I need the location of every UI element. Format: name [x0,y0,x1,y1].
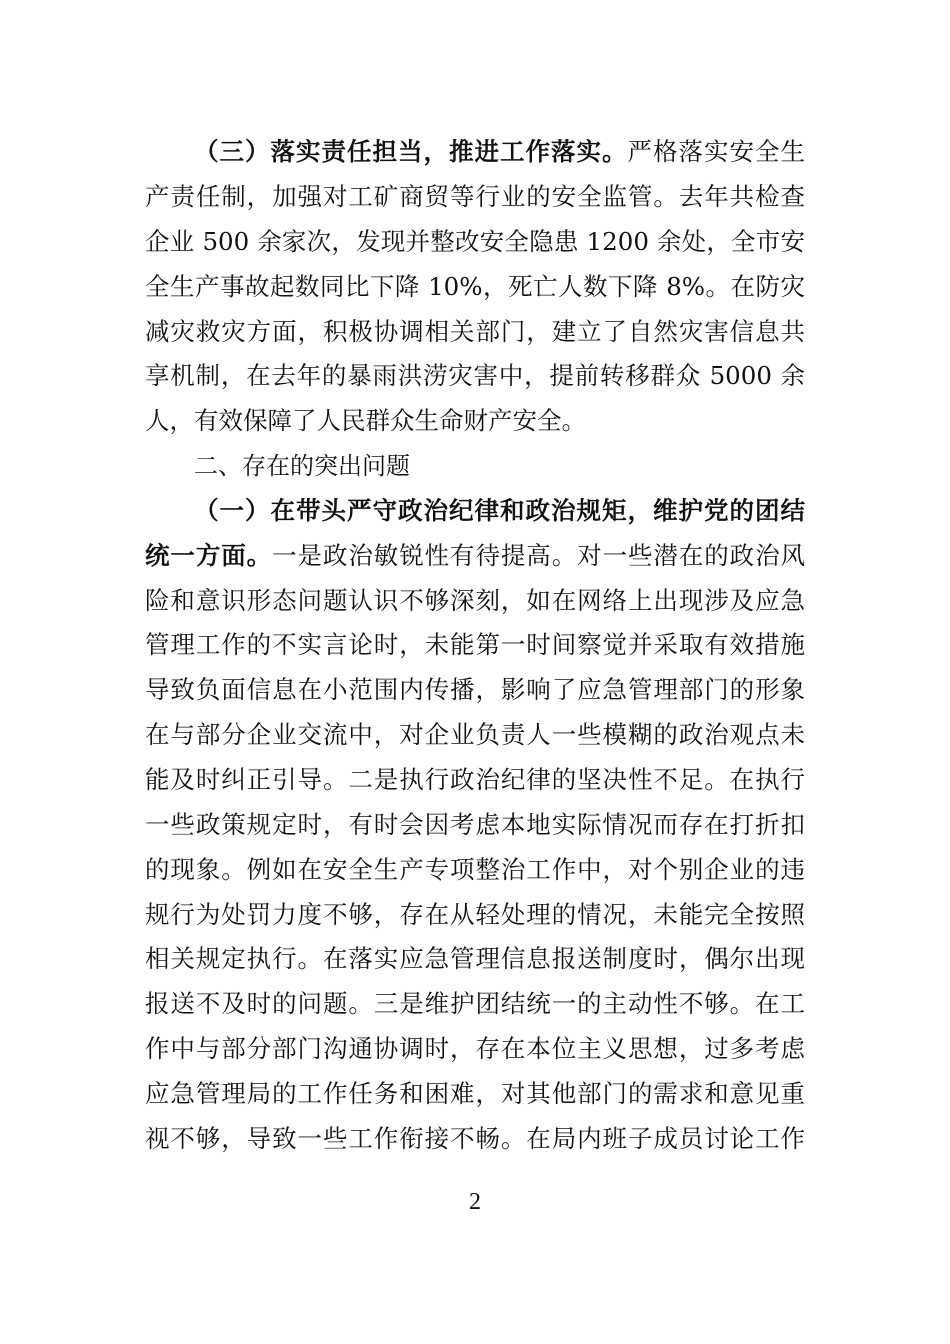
paragraph-line: 在与部分企业交流中，对企业负责人一些模糊的政治观点未 [145,720,805,749]
paragraph-line: 享机制，在去年的暴雨洪涝灾害中，提前转移群众 5000 余 [145,361,805,390]
paragraph-line: 产责任制，加强对工矿商贸等行业的安全监管。去年共检查 [145,182,805,211]
paragraph-heading: （一）在带头严守政治纪律和政治规矩，维护党的团结 [194,496,805,525]
paragraph-line: 导致负面信息在小范围内传播，影响了应急管理部门的形象 [145,675,805,704]
paragraph-line: 的现象。例如在安全生产专项整治工作中，对个别企业的违 [145,855,805,884]
paragraph-line: 险和意识形态问题认识不够深刻，如在网络上出现涉及应急 [145,586,805,615]
paragraph-text: 一是政治敏锐性有待提高。对一些潜在的政治风 [272,541,806,570]
paragraph-line: 人，有效保障了人民群众生命财产安全。 [145,406,586,435]
paragraph-line: 相关规定执行。在落实应急管理信息报送制度时，偶尔出现 [145,944,805,973]
paragraph-line: 报送不及时的问题。三是维护团结统一的主动性不够。在工 [145,989,805,1018]
paragraph-text: 严格落实安全生 [627,137,805,166]
paragraph-line: 全生产事故起数同比下降 10%，死亡人数下降 8%。在防灾 [145,272,805,301]
section-title: 二、存在的突出问题 [194,452,410,480]
page-number: 2 [469,1189,481,1215]
paragraph-line: 一些政策规定时，有时会因考虑本地实际情况而存在打折扣 [145,810,805,839]
paragraph-line: 管理工作的不实言论时，未能第一时间察觉并采取有效措施 [145,630,805,659]
paragraph-line: 应急管理局的工作任务和困难，对其他部门的需求和意见重 [145,1079,805,1108]
paragraph-line [145,541,805,571]
paragraph-line [194,137,805,167]
paragraph-line: 减灾救灾方面，积极协调相关部门，建立了自然灾害信息共 [145,317,805,346]
paragraph-line: 企业 500 余家次，发现并整改安全隐患 1200 余处，全市安 [145,227,805,256]
paragraph-line: 视不够，导致一些工作衔接不畅。在局内班子成员讨论工作 [145,1124,805,1153]
paragraph-line: 作中与部分部门沟通协调时，存在本位主义思想，过多考虑 [145,1034,805,1063]
paragraph-heading: （三）落实责任担当，推进工作落实。 [194,137,628,166]
paragraph-heading: 统一方面。 [145,541,273,570]
paragraph-line: 能及时纠正引导。二是执行政治纪律的坚决性不足。在执行 [145,765,805,794]
paragraph-line: 规行为处罚力度不够，存在从轻处理的情况，未能完全按照 [145,900,805,929]
